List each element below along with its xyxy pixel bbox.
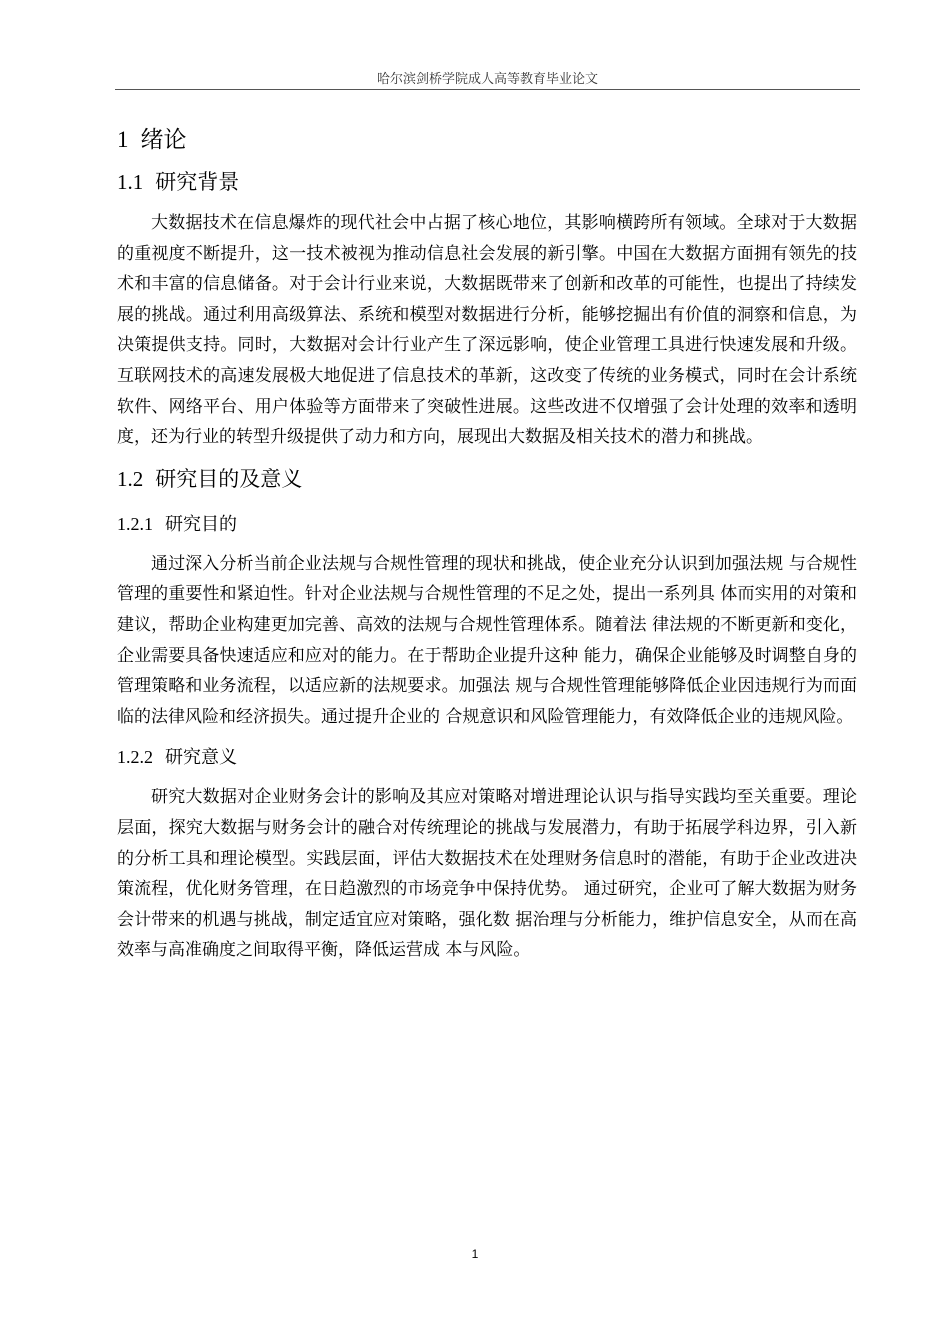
subsection-title: 研究目的 [165,513,237,535]
section-heading-1-1 [117,162,857,202]
subsection-number: 1.2.2 [117,747,153,768]
background-paragraph: 大数据技术在信息爆炸的现代社会中占据了核心地位，其影响横跨所有领域。全球对于大数据的重视度不断提升，这一技术被视为推动信息社会发展的新引擎。中国在大数据方面拥有领先的技术和丰富的信息储备。对于会计行业来说，大数据既带来了创新和改革的可能性，也提出了持续发展的挑战。通过利用高级算法、系统和模型对数据进行分析，能够挖掘出有价值的洞察和信息，为决策提供支持。同时，大数据对会计行业产生了深远影响，使企业管理工具进行快速发展和升级。互联网技术的高速发展极大地促进了信息技术的革新，这改变了传统的业务模式，同时在会计系统软件、网络平台、用户体验等方面带来了突破性进展。这些改进不仅增强了会计处理的效率和透明度，还为行业的转型升级提供了动力和方向，展现出大数据及相关技术的潜力和挑战。 [117,213,857,448]
page-content [117,118,857,966]
subsection-title: 研究意义 [165,747,237,769]
chapter-title: 绪论 [140,127,187,153]
section-heading-1-2 [117,459,857,499]
running-header: 哈尔滨剑桥学院成人高等教育毕业论文 [376,72,598,87]
subsection-heading-1-2-1 [117,505,857,543]
chapter-number: 1 [117,127,129,152]
page-number: 1 [471,1247,479,1261]
section-number: 1.2 [117,466,144,491]
subsection-number: 1.2.1 [117,513,153,534]
subsection-heading-1-2-2 [117,738,857,776]
significance-paragraph: 研究大数据对企业财务会计的影响及其应对策略对增进理论认识与指导实践均至关重要。理论层面，探究大数据与财务会计的融合对传统理论的挑战与发展潜力，有助于拓展学科边界，引入新的分析工具和理论模型。实践层面，评估大数据技术在处理财务信息时的潜能，有助于企业改进决策流程，优化财务管理，在日趋激烈的市场竞争中保持优势。 通过研究，企业可了解大数据为财务会计带来的机遇与挑战，制定适宜应对策略，强化数 据治理与分析能力，维护信息安全，从而在高效率与高准确度之间取得平衡，降低运营成 本与风险。 [117,787,857,961]
chapter-heading [117,118,857,162]
section-title: 研究背景 [155,170,240,194]
section-number: 1.1 [117,170,144,194]
purpose-paragraph: 通过深入分析当前企业法规与合规性管理的现状和挑战，使企业充分认识到加强法规 与合规性管理的重要性和紧迫性。针对企业法规与合规性管理的不足之处，提出一系列具 体而实用的对策和建议，帮助企业构建更加完善、高效的法规与合规性管理体系。随着法 律法规的不断更新和变化，企业需要具备快速适应和应对的能力。在于帮助企业提升这种 能力，确保企业能够及时调整自身的管理策略和业务流程，以适应新的法规要求。加强法 规与合规性管理能够降低企业因违规行为而面临的法律风险和经济损失。通过提升企业的 合规意识和风险管理能力，有效降低企业的违规风险。 [117,553,857,727]
header-divider [115,89,860,90]
section-title: 研究目的及意义 [155,466,303,491]
